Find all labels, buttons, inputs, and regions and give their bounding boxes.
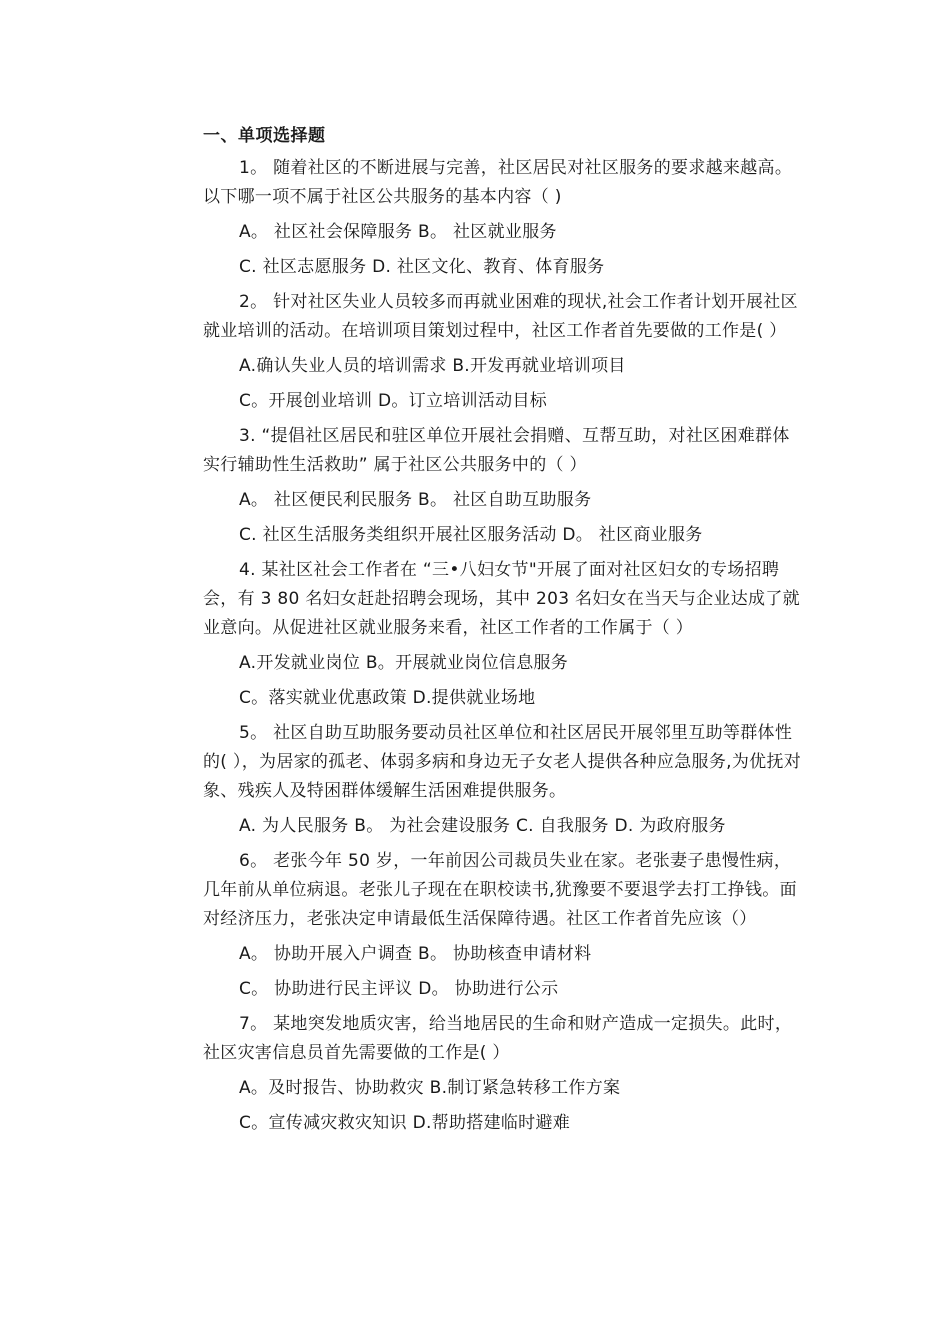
question-options-line: C。宣传减灾救灾知识 D.帮助搭建临时避难 <box>239 1113 571 1133</box>
question-1 <box>203 154 803 282</box>
question-options-line: C。 协助进行民主评议 D。 协助进行公示 <box>239 979 559 999</box>
question-4 <box>203 556 803 713</box>
document-page <box>203 122 803 1144</box>
question-stem: 1。 随着社区的不断进展与完善，社区居民对社区服务的要求越来越高。以下哪一项不属于社区公共服务的基本内容（ ) <box>203 158 793 207</box>
question-options-line: C。落实就业优惠政策 D.提供就业场地 <box>239 688 536 708</box>
question-3 <box>203 422 803 550</box>
question-options-line: A。 社区社会保障服务 B。 社区就业服务 <box>239 222 557 242</box>
question-6 <box>203 847 803 1004</box>
question-stem: 3. “提倡社区居民和驻区单位开展社会捐赠、互帮互助，对社区困难群体实行辅助性生活救助” 属于社区公共服务中的（ ） <box>203 426 790 475</box>
question-options-line: C. 社区生活服务类组织开展社区服务活动 D。 社区商业服务 <box>239 525 703 545</box>
question-options-line: A。 社区便民利民服务 B。 社区自助互助服务 <box>239 490 592 510</box>
question-options-line: A. 为人民服务 B。 为社会建设服务 C. 自我服务 D. 为政府服务 <box>239 816 726 836</box>
question-7 <box>203 1010 803 1138</box>
question-options-line: A。及时报告、协助救灾 B.制订紧急转移工作方案 <box>239 1078 621 1098</box>
question-stem: 5。 社区自助互助服务要动员社区单位和社区居民开展邻里互助等群体性的( ），为居家的孤老、体弱多病和身边无子女老人提供各种应急服务,为优抚对象、残疾人及特困群体缓解生活困难提供服务。 <box>203 723 802 801</box>
question-options-line: A.开发就业岗位 B。开展就业岗位信息服务 <box>239 653 569 673</box>
question-5 <box>203 719 803 841</box>
question-stem: 4. 某社区社会工作者在 “三•八妇女节"开展了面对社区妇女的专场招聘会，有 3 80 名妇女赶赴招聘会现场，其中 203 名妇女在当天与企业达成了就业意向。从促进社区就业服务来看，社区工作者的工作属于（ ） <box>203 560 800 638</box>
question-stem: 2。 针对社区失业人员较多而再就业困难的现状,社会工作者计划开展社区就业培训的活动。在培训项目策划过程中，社区工作者首先要做的工作是( ） <box>203 292 798 341</box>
section-title: 一、单项选择题 <box>203 126 326 146</box>
question-2 <box>203 288 803 416</box>
question-options-line: A.确认失业人员的培训需求 B.开发再就业培训项目 <box>239 356 626 376</box>
question-options-line: C. 社区志愿服务 D. 社区文化、教育、体育服务 <box>239 257 605 277</box>
question-options-line: C。开展创业培训 D。订立培训活动目标 <box>239 391 548 411</box>
question-stem: 7。 某地突发地质灾害，给当地居民的生命和财产造成一定损失。此时，社区灾害信息员首先需要做的工作是( ） <box>203 1014 793 1063</box>
question-stem: 6。 老张今年 50 岁，一年前因公司裁员失业在家。老张妻子患慢性病，几年前从单位病退。老张儿子现在在职校读书,犹豫要不要退学去打工挣钱。面对经济压力，老张决定申请最低生活保障待遇。社区工作者首先应该（） <box>203 851 797 929</box>
question-options-line: A。 协助开展入户调查 B。 协助核查申请材料 <box>239 944 592 964</box>
